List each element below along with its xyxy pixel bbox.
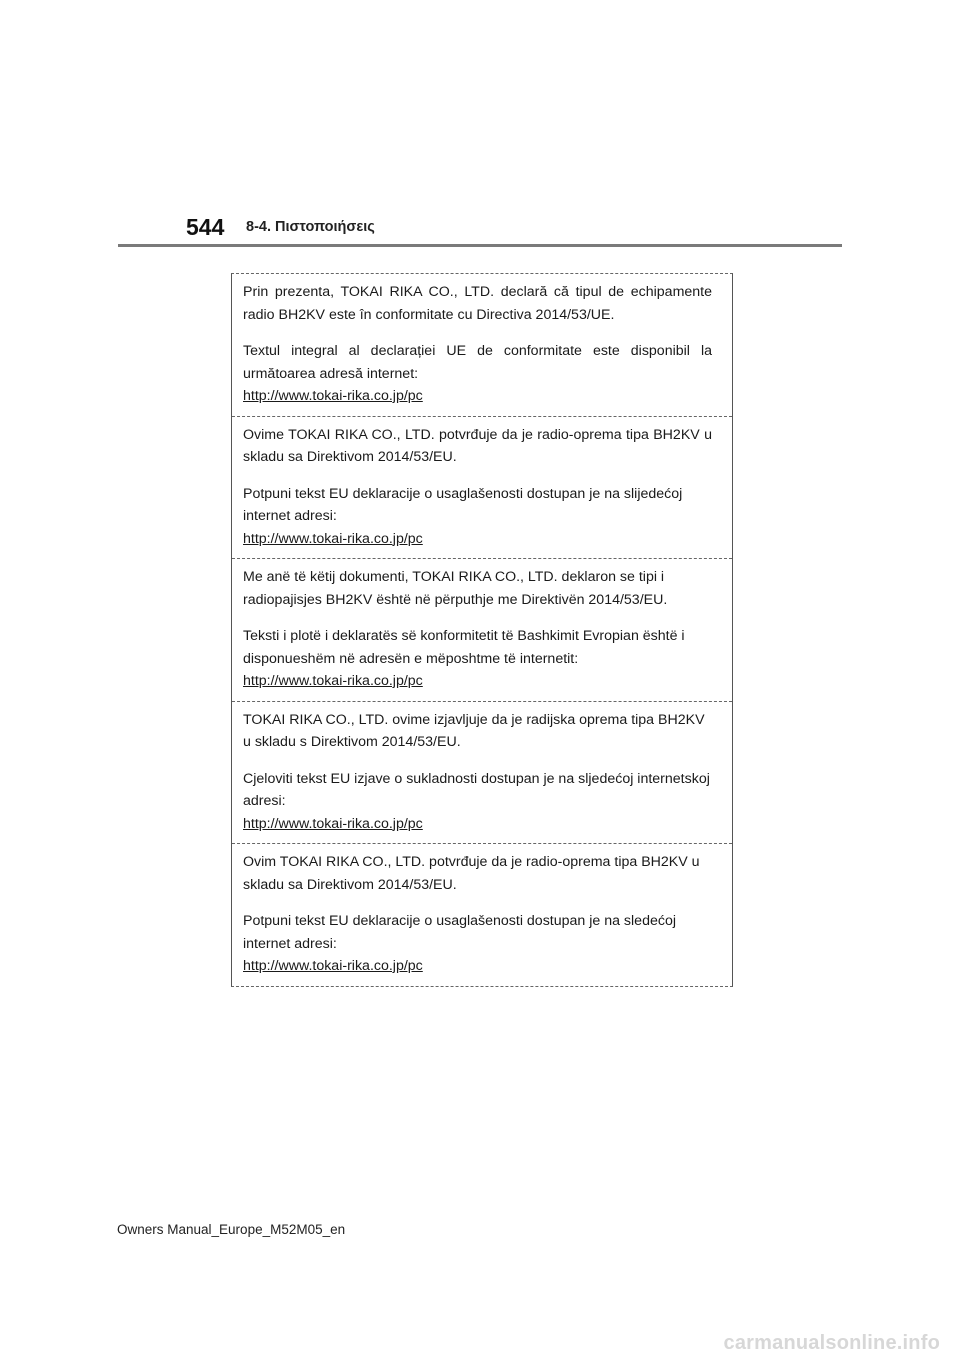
declaration-statement: Ovime TOKAI RIKA CO., LTD. potvrđuje da je radio-oprema tipa BH2KV u skladu sa Direktivom 2014/53/EU. bbox=[243, 426, 712, 465]
declaration-statement: Ovim TOKAI RIKA CO., LTD. potvrđuje da je radio-oprema tipa BH2KV u skladu sa Direktivom 2014/53/EU. bbox=[243, 854, 700, 893]
declaration-croatian bbox=[232, 701, 732, 844]
declaration-statement: TOKAI RIKA CO., LTD. ovime izjavljuje da je radijska oprema tipa BH2KV u skladu s Direktivom 2014/53/EU. bbox=[243, 711, 705, 750]
page-number: 544 bbox=[186, 214, 225, 240]
declaration-url-link[interactable]: http://www.tokai-rika.co.jp/pc bbox=[243, 388, 423, 404]
declaration-full-text-note: Potpuni tekst EU deklaracije o usaglašenosti dostupan je na sledećoj internet adresi: bbox=[243, 913, 676, 952]
declaration-serbian bbox=[232, 843, 732, 986]
declaration-full-text-note: Potpuni tekst EU deklaracije o usaglašenosti dostupan je na slijedećoj internet adresi: bbox=[243, 485, 683, 524]
declaration-url-link[interactable]: http://www.tokai-rika.co.jp/pc bbox=[243, 958, 423, 974]
section-title: 8-4. Πιστοποιήσεις bbox=[246, 219, 375, 235]
declaration-url-link[interactable]: http://www.tokai-rika.co.jp/pc bbox=[243, 673, 423, 689]
declaration-bosnian bbox=[232, 416, 732, 559]
declaration-statement: Prin prezenta, TOKAI RIKA CO., LTD. declară că tipul de echipamente radio BH2KV este în conformitate cu Directiva 2014/53/UE. bbox=[243, 284, 712, 323]
declaration-url-link[interactable]: http://www.tokai-rika.co.jp/pc bbox=[243, 530, 423, 547]
declaration-albanian bbox=[232, 558, 732, 701]
footer-manual-id: Owners Manual_Europe_M52M05_en bbox=[117, 1222, 346, 1237]
header-divider bbox=[118, 244, 842, 247]
declaration-statement: Me anë të këtij dokumenti, TOKAI RIKA CO., LTD. deklaron se tipi i radiopajisjes BH2KV është në përputhje me Direktivën 2014/53/EU. bbox=[243, 569, 668, 608]
declaration-romanian bbox=[232, 274, 732, 416]
watermark: carmanualsonline.info bbox=[723, 1332, 940, 1354]
declaration-full-text-note: Textul integral al declarației UE de conformitate este disponibil la următoarea adresă internet: bbox=[243, 343, 712, 382]
declaration-url-link[interactable]: http://www.tokai-rika.co.jp/pc bbox=[243, 815, 423, 832]
declarations-box bbox=[231, 273, 733, 987]
declaration-full-text-note: Cjeloviti tekst EU izjave o sukladnosti dostupan je na sljedećoj internetskoj adresi: bbox=[243, 770, 710, 809]
declaration-full-text-note: Teksti i plotë i deklaratës së konformitetit të Bashkimit Evropian është i disponueshëm në adresën e mëposhtme të internetit: bbox=[243, 628, 685, 667]
